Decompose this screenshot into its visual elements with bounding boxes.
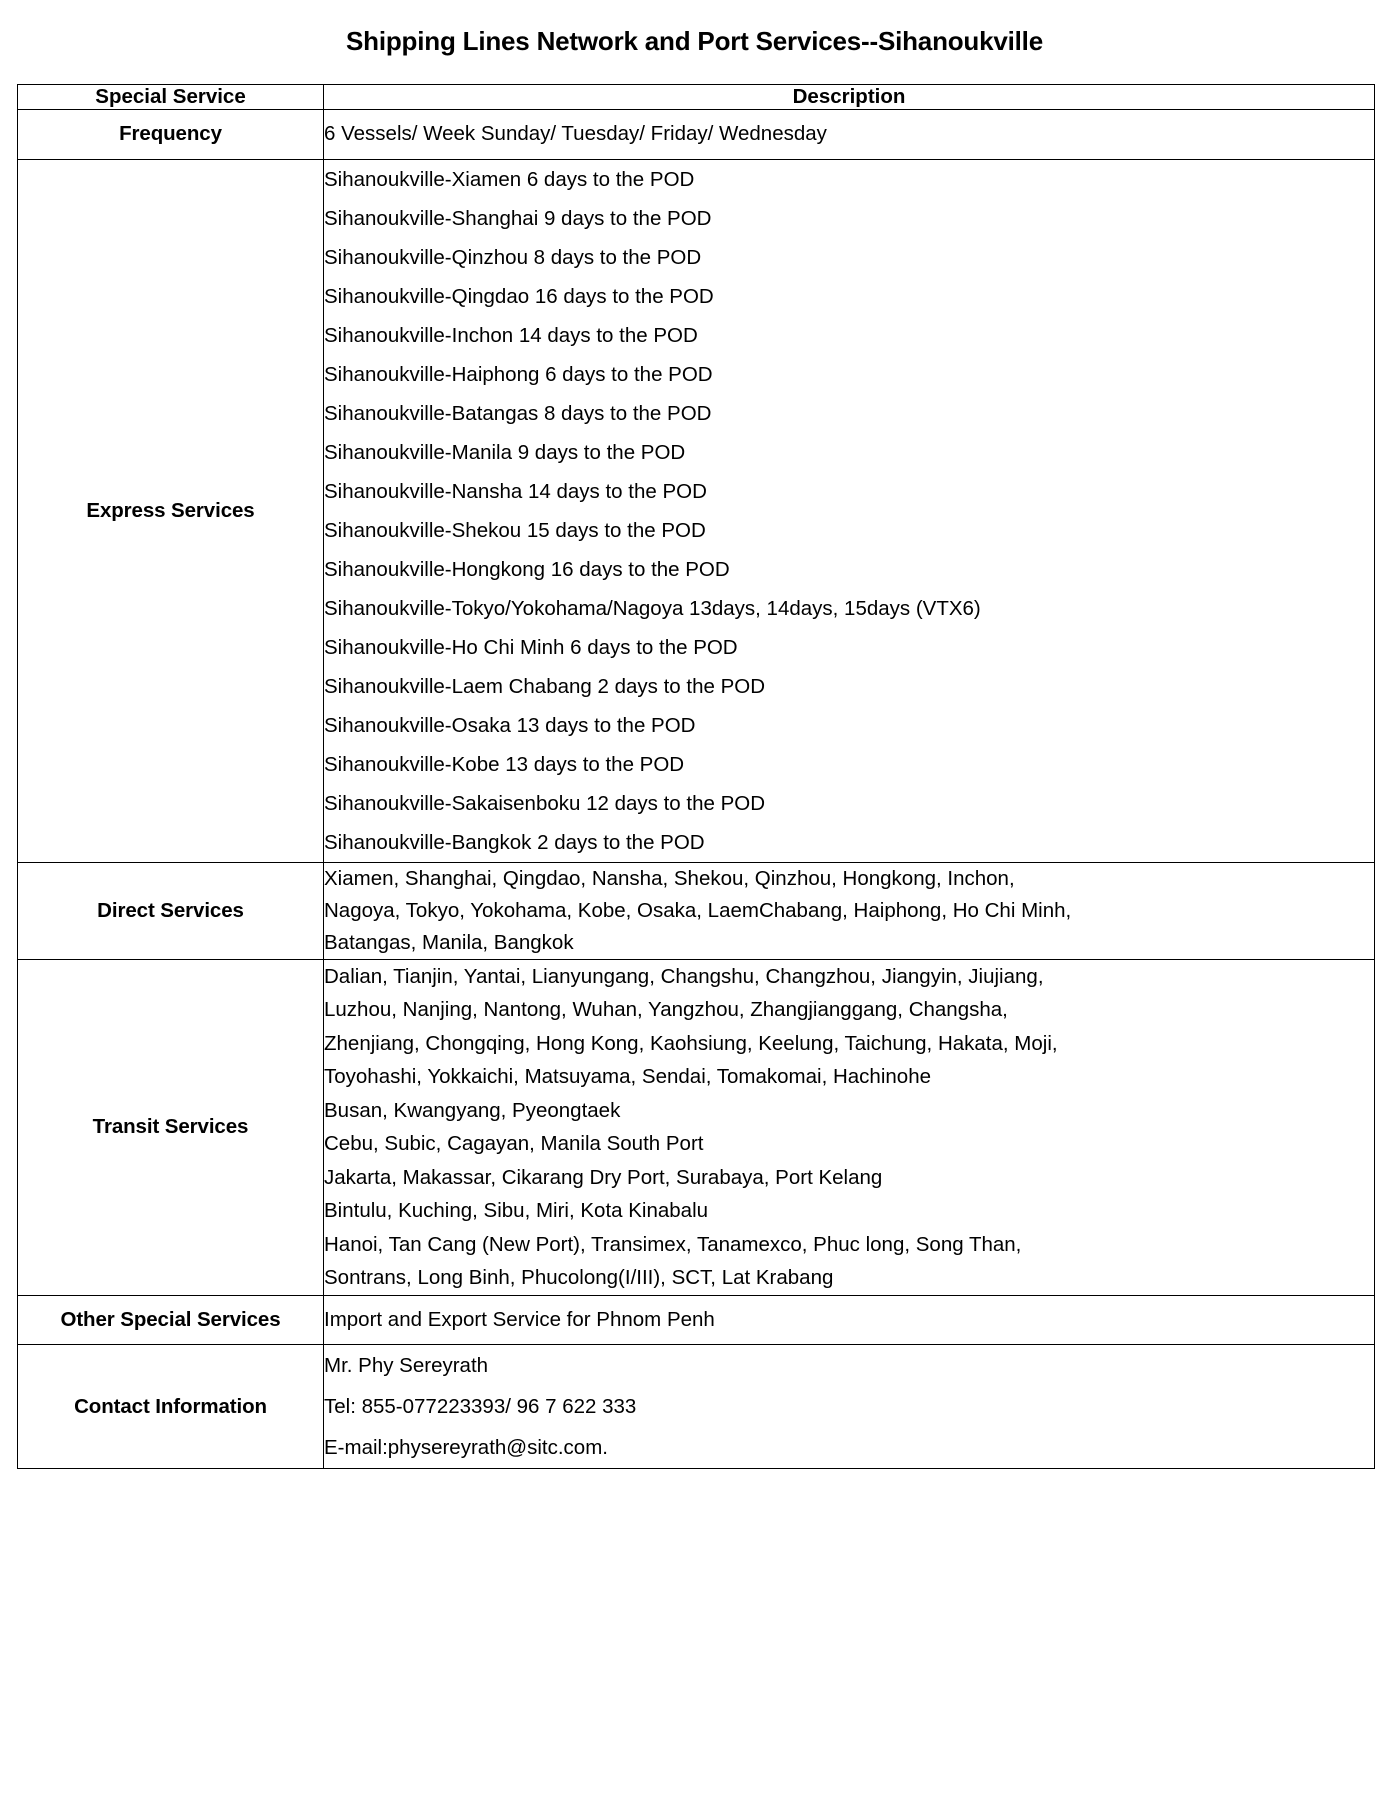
list-item: Sihanoukville-Qingdao 16 days to the POD (324, 284, 714, 308)
row-value-direct-services (324, 862, 1375, 959)
list-item: Sihanoukville-Hongkong 16 days to the POD (324, 557, 730, 581)
list-item: Cebu, Subic, Cagayan, Manila South Port (324, 1132, 704, 1155)
list-item: Sihanoukville-Manila 9 days to the POD (324, 440, 686, 464)
row-label-frequency: Frequency (18, 110, 324, 160)
row-label-other-special-services: Other Special Services (18, 1295, 324, 1345)
list-item: Sihanoukville-Ho Chi Minh 6 days to the POD (324, 635, 738, 659)
list-item: Xiamen, Shanghai, Qingdao, Nansha, Shekou, Qinzhou, Hongkong, Inchon, (324, 866, 1015, 890)
column-header-special-service: Special Service (18, 85, 324, 110)
list-item: Sihanoukville-Inchon 14 days to the POD (324, 323, 698, 347)
list-item: Sihanoukville-Shanghai 9 days to the POD (324, 206, 712, 230)
list-item: Sihanoukville-Qinzhou 8 days to the POD (324, 245, 702, 269)
table-header (18, 85, 1375, 110)
list-item: Sihanoukville-Xiamen 6 days to the POD (324, 167, 695, 191)
contact-name: Mr. Phy Sereyrath (324, 1354, 489, 1377)
column-header-description: Description (324, 85, 1375, 110)
table-row-frequency (18, 110, 1375, 160)
table-row-transit-services (18, 959, 1375, 1295)
list-item: Sihanoukville-Tokyo/Yokohama/Nagoya 13days, 14days, 15days (VTX6) (324, 596, 981, 620)
list-item: Bintulu, Kuching, Sibu, Miri, Kota Kinabalu (324, 1199, 709, 1222)
row-value-contact-information (324, 1345, 1375, 1469)
list-item: Sihanoukville-Shekou 15 days to the POD (324, 518, 706, 542)
list-item: Sihanoukville-Nansha 14 days to the POD (324, 479, 707, 503)
list-item: Nagoya, Tokyo, Yokohama, Kobe, Osaka, LaemChabang, Haiphong, Ho Chi Minh, (324, 898, 1072, 922)
list-item: Sihanoukville-Osaka 13 days to the POD (324, 713, 696, 737)
row-value-express-services (324, 159, 1375, 862)
page-title: Shipping Lines Network and Port Services--Sihanoukville (346, 26, 1043, 56)
table-row-express-services (18, 159, 1375, 862)
list-item: Batangas, Manila, Bangkok (324, 930, 574, 954)
list-item: Hanoi, Tan Cang (New Port), Transimex, Tanamexco, Phuc long, Song Than, (324, 1232, 1022, 1256)
list-item: Sihanoukville-Sakaisenboku 12 days to the POD (324, 791, 766, 815)
shipping-services-table (17, 84, 1375, 1469)
contact-email: E-mail:physereyrath@sitc.com. (324, 1436, 608, 1459)
list-item: Sihanoukville-Kobe 13 days to the POD (324, 752, 685, 776)
table-row-direct-services (18, 862, 1375, 959)
table-row-contact-information (18, 1345, 1375, 1469)
row-label-contact-information: Contact Information (18, 1345, 324, 1469)
list-item: Sihanoukville-Bangkok 2 days to the POD (324, 830, 705, 854)
list-item: Sihanoukville-Haiphong 6 days to the POD (324, 362, 713, 386)
list-item: Sihanoukville-Laem Chabang 2 days to the POD (324, 674, 766, 698)
contact-phone: Tel: 855-077223393/ 96 7 622 333 (324, 1395, 637, 1418)
list-item: Toyohashi, Yokkaichi, Matsuyama, Sendai, Tomakomai, Hachinohe (324, 1065, 931, 1088)
row-label-express-services: Express Services (18, 159, 324, 862)
row-value-other-special-services: Import and Export Service for Phnom Penh (324, 1295, 1375, 1345)
table-row-other-special-services (18, 1295, 1375, 1345)
list-item: Sontrans, Long Binh, Phucolong(I/III), SCT, Lat Krabang (324, 1266, 834, 1289)
row-value-transit-services (324, 959, 1375, 1295)
table-body (18, 110, 1375, 1469)
list-item: Zhenjiang, Chongqing, Hong Kong, Kaohsiung, Keelung, Taichung, Hakata, Moji, (324, 1031, 1058, 1055)
list-item: Busan, Kwangyang, Pyeongtaek (324, 1098, 621, 1122)
list-item: Dalian, Tianjin, Yantai, Lianyungang, Changshu, Changzhou, Jiangyin, Jiujiang, (324, 964, 1044, 988)
table-header-row (18, 85, 1375, 110)
list-item: Luzhou, Nanjing, Nantong, Wuhan, Yangzhou, Zhangjianggang, Changsha, (324, 998, 1008, 1021)
row-value-frequency: 6 Vessels/ Week Sunday/ Tuesday/ Friday/ Wednesday (324, 110, 1375, 160)
list-item: Jakarta, Makassar, Cikarang Dry Port, Surabaya, Port Kelang (324, 1165, 883, 1189)
list-item: Sihanoukville-Batangas 8 days to the POD (324, 401, 712, 425)
row-label-transit-services: Transit Services (18, 959, 324, 1295)
row-label-direct-services: Direct Services (18, 862, 324, 959)
